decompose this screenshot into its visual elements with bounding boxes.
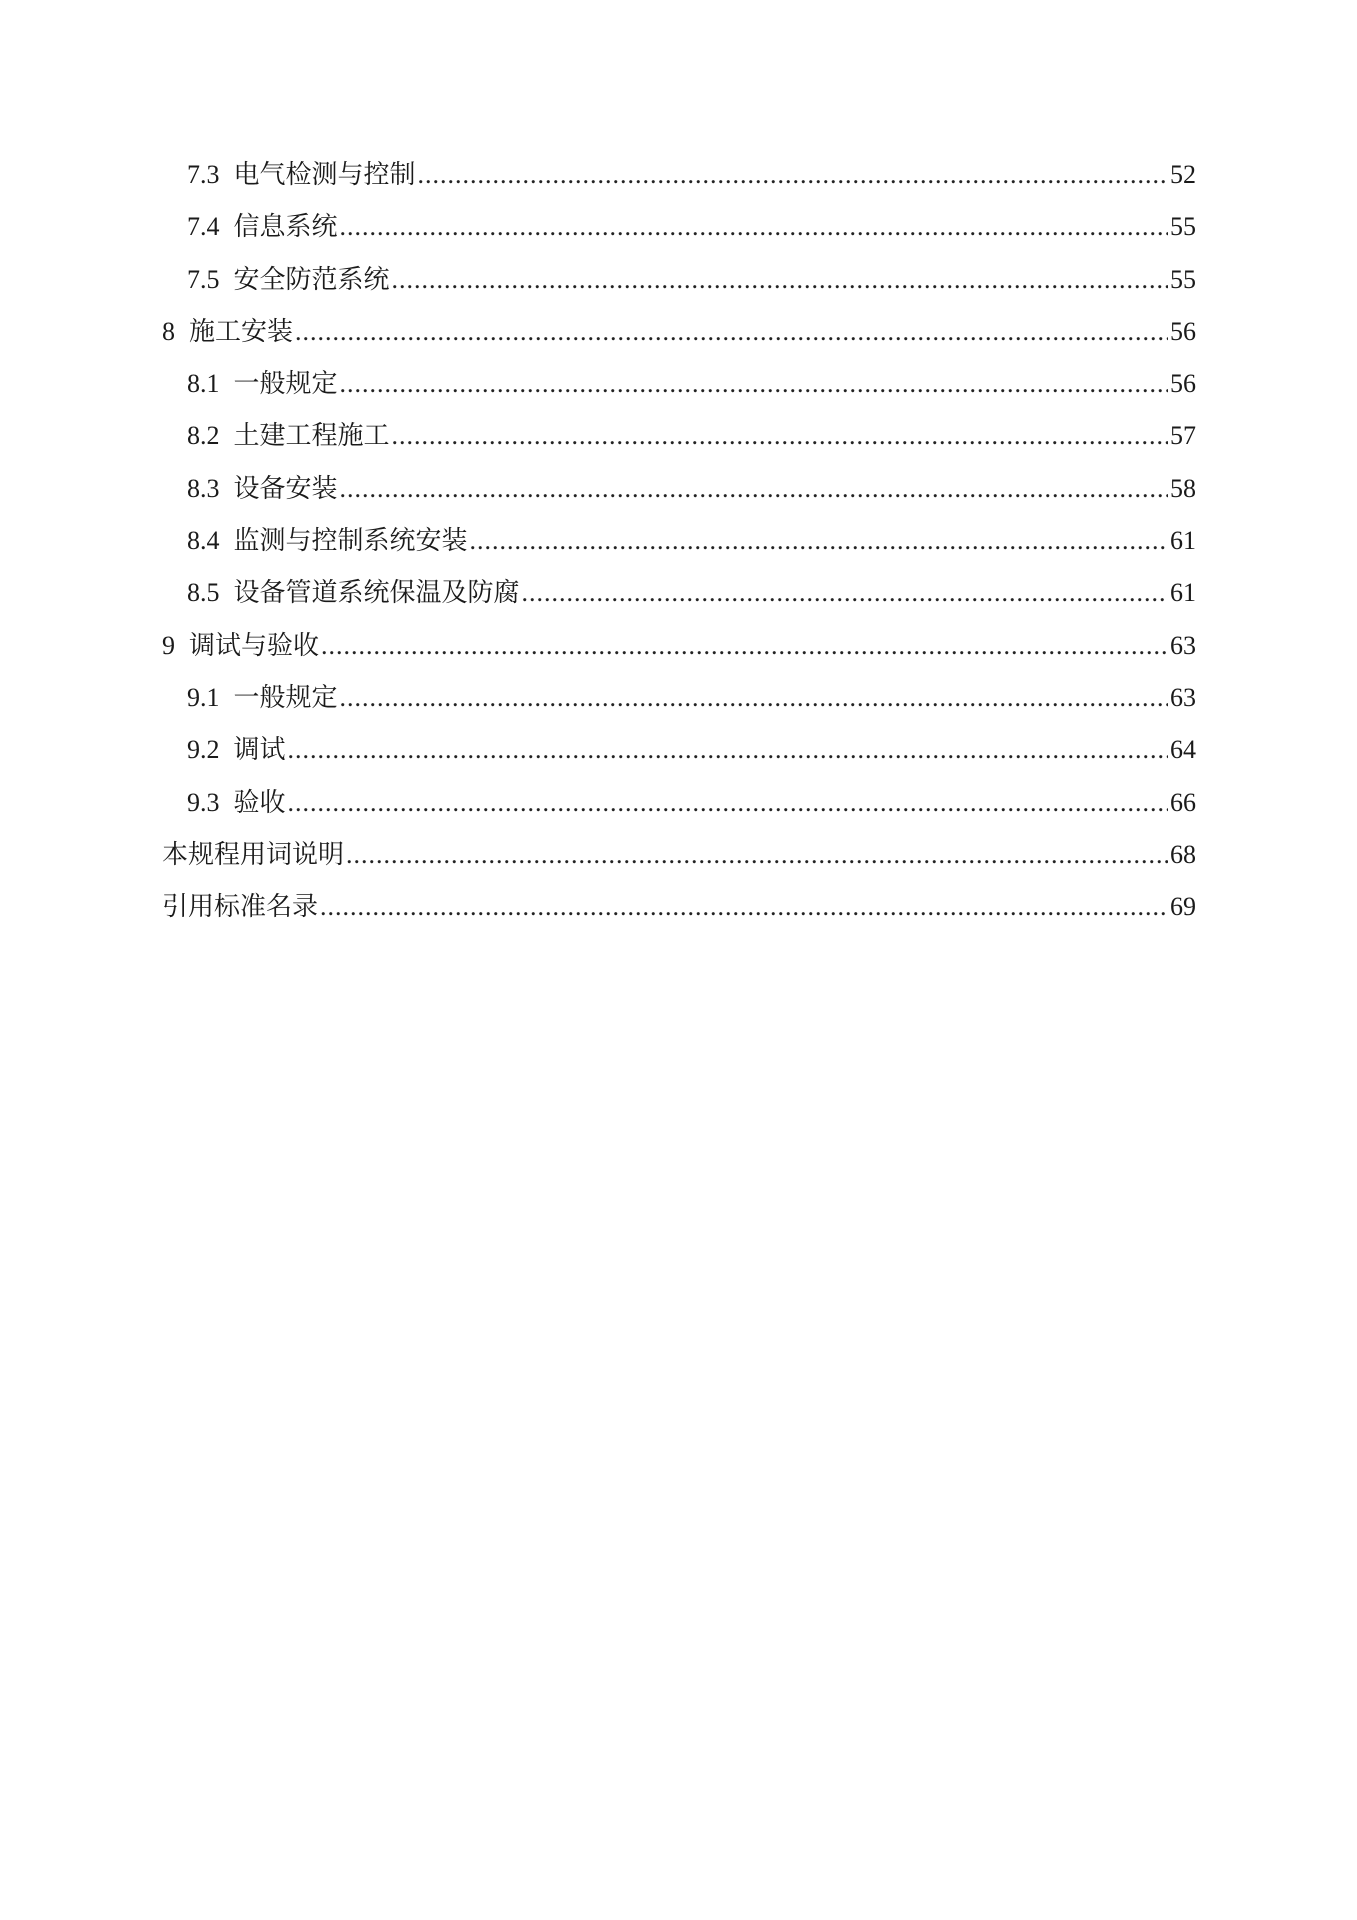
toc-entry-7-5[interactable] (162, 261, 1196, 313)
toc-page: 55 (1170, 212, 1196, 242)
toc-number: 7.4 (187, 212, 220, 242)
dot-leader (346, 836, 1168, 874)
toc-title: 引用标准名录 (162, 892, 319, 922)
toc-page: 63 (1170, 682, 1196, 712)
toc-page: 56 (1170, 369, 1196, 399)
dot-leader (418, 156, 1168, 194)
dot-leader (295, 313, 1168, 351)
toc-entry-8-1[interactable] (162, 365, 1196, 417)
toc-entry-7-3[interactable] (162, 156, 1196, 208)
toc-entry-terminology[interactable] (162, 836, 1196, 888)
toc-title: 监测与控制系统安装 (233, 526, 468, 556)
toc-title: 设备管道系统保温及防腐 (233, 578, 520, 608)
toc-number: 9.3 (187, 787, 220, 817)
toc-entry-8-3[interactable] (162, 470, 1196, 522)
toc-entry-referenced-standards[interactable] (162, 888, 1196, 940)
toc-entry-7-4[interactable] (162, 208, 1196, 260)
toc-title: 安全防范系统 (233, 264, 390, 294)
dot-leader (392, 417, 1168, 455)
toc-entry-8-2[interactable] (162, 417, 1196, 469)
toc-page: 58 (1170, 473, 1196, 503)
toc-title: 调试与验收 (189, 630, 320, 660)
toc-title: 电气检测与控制 (233, 160, 416, 189)
toc-title: 验收 (233, 787, 286, 817)
toc-page: 52 (1170, 160, 1196, 189)
toc-page: 66 (1170, 787, 1196, 817)
toc-page: 56 (1170, 316, 1196, 346)
toc-entry-8[interactable] (162, 313, 1196, 365)
toc-entry-9[interactable] (162, 627, 1196, 679)
toc-page: 61 (1170, 526, 1196, 556)
toc-title: 设备安装 (233, 473, 338, 503)
dot-leader (340, 208, 1168, 246)
toc-page: 63 (1170, 630, 1196, 660)
dot-leader (340, 365, 1168, 403)
toc-title: 一般规定 (233, 369, 338, 399)
toc-number: 8.4 (187, 526, 220, 556)
toc-number: 8.3 (187, 473, 220, 503)
toc-number: 7.3 (187, 160, 220, 189)
toc-number: 8.5 (187, 578, 220, 608)
toc-title: 调试 (233, 735, 286, 765)
toc-number: 7.5 (187, 264, 220, 294)
toc-entry-9-1[interactable] (162, 679, 1196, 731)
dot-leader (288, 784, 1168, 822)
toc-page: 68 (1170, 839, 1196, 869)
toc-number: 9.2 (187, 735, 220, 765)
toc-number: 9 (162, 630, 175, 660)
toc-page: 57 (1170, 421, 1196, 451)
dot-leader (340, 679, 1168, 717)
toc-entry-8-4[interactable] (162, 522, 1196, 574)
dot-leader (340, 470, 1168, 508)
dot-leader (321, 627, 1168, 665)
toc-page: 55 (1170, 264, 1196, 294)
toc-page: 64 (1170, 735, 1196, 765)
toc-title: 一般规定 (233, 682, 338, 712)
toc-number: 9.1 (187, 682, 220, 712)
toc-number: 8.2 (187, 421, 220, 451)
dot-leader (288, 731, 1168, 769)
toc-title: 信息系统 (233, 212, 338, 242)
toc-title: 土建工程施工 (233, 421, 390, 451)
table-of-contents (162, 156, 1196, 940)
toc-page: 69 (1170, 892, 1196, 922)
toc-entry-9-2[interactable] (162, 731, 1196, 783)
toc-number: 8 (162, 316, 175, 346)
toc-title: 本规程用词说明 (162, 839, 345, 869)
dot-leader (320, 888, 1168, 926)
dot-leader (470, 522, 1168, 560)
toc-entry-8-5[interactable] (162, 574, 1196, 626)
toc-title: 施工安装 (189, 316, 294, 346)
toc-number: 8.1 (187, 369, 220, 399)
toc-entry-9-3[interactable] (162, 784, 1196, 836)
dot-leader (392, 261, 1168, 299)
toc-page: 61 (1170, 578, 1196, 608)
dot-leader (522, 574, 1168, 612)
